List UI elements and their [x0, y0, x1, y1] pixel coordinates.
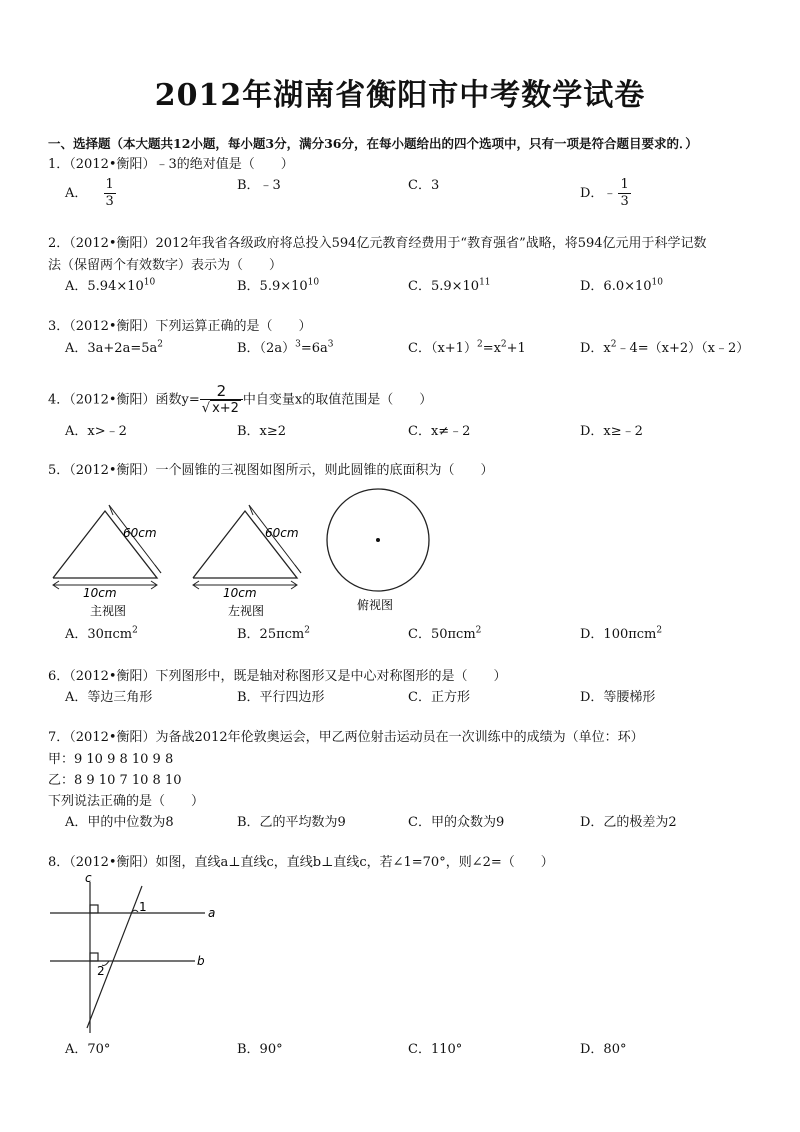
q4-stem: 4．（2012•衡阳）函数y= $\frac{2}{√ x+2}$ 中自变量x的取值范围是（ ） — [48, 382, 433, 416]
side-slant-label: 60cm — [265, 526, 299, 540]
q6-option-b: B．平行四边形 — [237, 690, 325, 705]
q6-option-c: C．正方形 — [408, 690, 470, 705]
q1-option-c: C．3 — [408, 178, 440, 193]
q3-stem: 3．（2012•衡阳）下列运算正确的是（ ） — [48, 319, 312, 334]
q2-stem-line2: 法（保留两个有效数字）表示为（ ） — [48, 258, 283, 273]
q8-option-a: A．70° — [65, 1042, 111, 1057]
front-view-label: 主视图 — [90, 604, 127, 618]
q8-stem: 8．（2012•衡阳）如图，直线a⊥直线c，直线b⊥直线c，若∠1=70°，则∠2=（ ） — [48, 855, 554, 870]
q1-option-a: A． $\frac{1}{3}$ — [65, 177, 114, 209]
side-view — [193, 505, 301, 589]
q5-option-d: D．100πcm$^2$ — [580, 625, 663, 642]
q2-option-d: D．$6.0\times 10^{10}$ — [580, 277, 663, 294]
q7-option-c: C．甲的众数为9 — [408, 815, 505, 830]
q7-stem: 7．（2012•衡阳）为备战2012年伦敦奥运会，甲乙两位射击运动员在一次训练中的成绩为（单位：环） — [48, 730, 644, 745]
q4-option-b: B．x≥2 — [237, 424, 287, 439]
q1-option-b: B．﹣3 — [237, 178, 281, 193]
line-c-label: c — [85, 871, 92, 885]
q6-option-a: A．等边三角形 — [65, 690, 153, 705]
front-view — [53, 505, 161, 589]
q5-option-b: B．25πcm$^2$ — [237, 625, 310, 642]
q1-option-d: D．﹣ $\frac{1}{3}$ — [580, 177, 629, 209]
q3-option-d: D．$x^2﹣4=(x+2)(x﹣2)$ — [580, 339, 750, 356]
top-view-label: 俯视图 — [357, 598, 394, 612]
q2-option-a: A．$5.94\times 10^{10}$ — [65, 277, 156, 294]
q8-option-d: D．80° — [580, 1042, 627, 1057]
line-a-label: a — [208, 906, 216, 920]
side-view-label: 左视图 — [228, 604, 265, 618]
q1-stem: 1．（2012•衡阳）﹣3的绝对值是（ ） — [48, 157, 294, 172]
q4-option-a: A．x>﹣2 — [65, 424, 127, 439]
q4-option-c: C．x≠﹣2 — [408, 424, 471, 439]
q7-scores-jia: 甲：9 10 9 8 10 9 8 — [48, 752, 174, 767]
q7-option-b: B．乙的平均数为9 — [237, 815, 346, 830]
q3-option-c: C．$(x+1)^2=x^2+1$ — [408, 339, 526, 356]
q2-stem-line1: 2．（2012•衡阳）2012年我省各级政府将总投入594亿元教育经费用于“教育强省”战略，将594亿元用于科学记数 — [48, 236, 707, 251]
q5-option-a: A．30πcm$^2$ — [65, 625, 138, 642]
q5-stem: 5．（2012•衡阳）一个圆锥的三视图如图所示，则此圆锥的底面积为（ ） — [48, 463, 494, 478]
q6-stem: 6．（2012•衡阳）下列图形中，既是轴对称图形又是中心对称图形的是（ ） — [48, 669, 507, 684]
q6-option-d: D．等腰梯形 — [580, 690, 656, 705]
q7-prompt: 下列说法正确的是（ ） — [48, 794, 205, 809]
q8-option-b: B．90° — [237, 1042, 283, 1057]
angle-2-label: 2 — [97, 964, 105, 978]
q7-option-a: A．甲的中位数为8 — [65, 815, 174, 830]
q3-option-a: A．$3a+2a=5a^2$ — [65, 339, 163, 356]
q3-option-b: B．$(2a)^3=6a^3$ — [237, 339, 334, 356]
right-angle-mark-b — [90, 953, 98, 961]
top-view-center — [376, 538, 380, 542]
q7-option-d: D．乙的极差为2 — [580, 815, 677, 830]
q2-option-c: C．$5.9\times 10^{11}$ — [408, 277, 491, 294]
angle-1-label: 1 — [139, 900, 147, 914]
q5-option-c: C．50πcm$^2$ — [408, 625, 482, 642]
page-title: 2012年湖南省衡阳市中考数学试卷 — [154, 78, 646, 113]
parallel-lines-figure — [45, 868, 220, 1038]
right-angle-mark-a — [90, 905, 98, 913]
cone-three-views-figure — [45, 485, 445, 620]
section-header: 一、选择题（本大题共12小题，每小题3分，满分36分，在每小题给出的四个选项中，只有一项是符合题目要求的．） — [48, 136, 698, 151]
side-base-label: 10cm — [223, 586, 257, 600]
line-b-label: b — [197, 954, 205, 968]
q2-option-b: B．$5.9\times 10^{10}$ — [237, 277, 320, 294]
q8-option-c: C．110° — [408, 1042, 463, 1057]
front-slant-label: 60cm — [123, 526, 157, 540]
front-base-label: 10cm — [83, 586, 117, 600]
q4-option-d: D．x≥﹣2 — [580, 424, 643, 439]
transversal-line — [87, 886, 142, 1028]
q7-scores-yi: 乙：8 9 10 7 10 8 10 — [48, 773, 182, 788]
